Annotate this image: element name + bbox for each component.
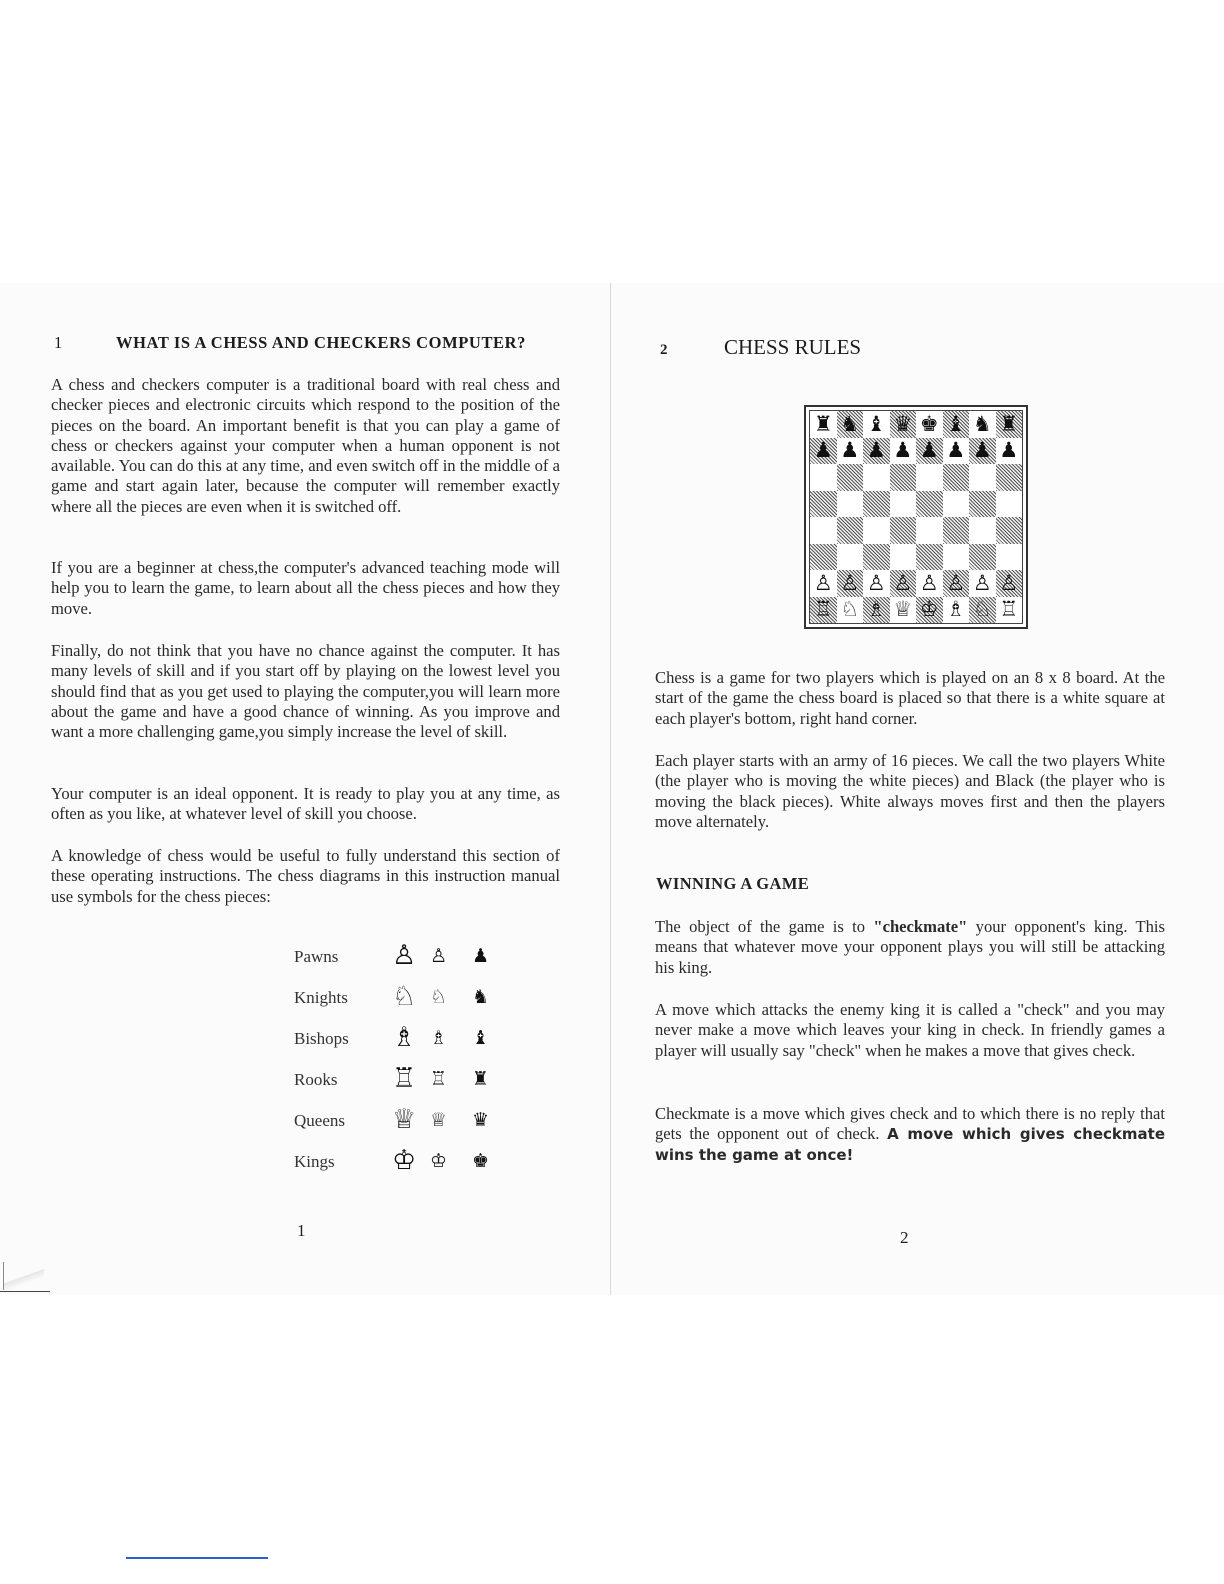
board-square: ♙ [919,570,939,595]
blue-underline-mark [126,1557,268,1559]
board-square [943,464,970,491]
legend-label: Knights [294,988,348,1007]
board-square [996,491,1023,518]
board-square: ♚ [919,411,939,436]
checkmate-wins-note: A move which gives checkmate wins the game at once! [655,1125,1165,1164]
left-paragraph-5: A knowledge of chess would be useful to fully understand this section of these operating instructions. The chess diagrams in this instruction manual use symbols for the chess pieces: [51,846,560,906]
left-paragraph-1: A chess and checkers computer is a traditional board with real chess and checker pieces and electronic circuits which respond to the position of the pieces on the board. An important benefit is that you can play a game of chess or checkers against your computer when a human opponent is not available. You can do this at any time, and even switch off in the middle of a game and start again later, because the computer will remember exactly where all the pieces are even when it is switched off. [51,375,560,516]
chess-board-diagram [804,405,1028,629]
board-square [916,491,943,518]
board-square: ♞ [972,411,992,436]
board-square [863,491,890,518]
board-square: ♗ [863,597,890,624]
pawn-figure-icon: ♙ [392,940,417,971]
board-square [969,517,996,544]
board-square [837,517,864,544]
board-square [890,464,917,491]
board-square [943,544,970,571]
legend-label: Rooks [294,1070,338,1089]
legend-row-rooks [294,1065,514,1106]
black-knight-icon: ♞ [472,986,490,1008]
king-figure-icon: ♔ [392,1145,417,1176]
board-square [969,544,996,571]
black-queen-icon: ♛ [472,1109,490,1131]
winning-p1-text-end: your opponent's king. This means that whatever move your opponent plays you will still be attacking his king. [655,917,1165,977]
knight-figure-icon: ♘ [392,981,417,1012]
board-square [996,464,1023,491]
board-square: ♞ [837,411,864,438]
board-square [863,464,890,491]
board-square [916,517,943,544]
board-square: ♙ [890,570,917,597]
board-square [996,517,1023,544]
board-square [996,544,1023,571]
white-knight-icon: ♘ [430,986,448,1008]
rook-figure-icon: ♖ [392,1063,417,1094]
left-page-number: 1 [297,1221,306,1240]
board-square: ♗ [946,597,966,622]
board-square: ♛ [890,411,917,438]
winning-a-game-heading: WINNING A GAME [656,874,810,893]
left-paragraph-4: Your computer is an ideal opponent. It is ready to play you at any time, as often as you like, at whatever level of skill you choose. [51,784,560,824]
board-square: ♕ [893,597,913,622]
black-rook-icon: ♜ [472,1068,490,1090]
left-section-number: 1 [54,333,63,352]
right-paragraph-2: Each player starts with an army of 16 pieces. We call the two players White (the player who is moving the white pieces) and Black (the player who is moving the black pieces). White always moves first and then the players move alternately. [655,751,1165,831]
board-square: ♘ [840,597,860,622]
winning-p1-text: The object of the game is to [655,917,874,936]
board-square [916,464,943,491]
board-square [810,491,837,518]
left-paragraph-2: If you are a beginner at chess,the computer's advanced teaching mode will help you to learn the game, to learn about all the chess pieces and how they move. [51,558,560,618]
board-square: ♘ [969,597,996,624]
black-bishop-icon: ♝ [472,1027,490,1049]
corner-rule [0,1291,50,1292]
right-section-heading [660,335,861,360]
board-square [810,544,837,571]
board-square: ♝ [866,411,886,436]
board-square: ♟ [969,438,996,465]
board-square [943,491,970,518]
legend-label: Pawns [294,947,339,966]
board-square: ♜ [996,411,1023,438]
board-square [916,544,943,571]
left-section-heading [54,333,526,353]
board-square [863,517,890,544]
board-square: ♟ [999,438,1019,463]
board-square: ♟ [840,438,860,463]
checkmate-term: "checkmate" [873,917,968,936]
left-paragraph-3: Finally, do not think that you have no chance against the computer. It has many levels of skill and if you start off by playing on the lowest level you should find that as you get used to playing the computer,you will learn more about the game and have a good chance of winning. As you improve and want a more challenging game,you simply increase the level of skill. [51,641,560,742]
legend-row-bishops [294,1024,514,1065]
right-section-title: CHESS RULES [724,335,862,359]
board-square [863,544,890,571]
board-square: ♝ [943,411,970,438]
white-king-icon: ♔ [430,1150,448,1172]
board-square: ♙ [866,570,886,595]
legend-row-knights [294,983,514,1024]
board-square: ♙ [837,570,864,597]
board-square: ♟ [893,438,913,463]
board-square [969,491,996,518]
winning-paragraph-2: A move which attacks the enemy king it is called a "check" and you may never make a move which leaves your king in check. In friendly games a player will usually say "check" when he makes a move that gives check. [655,1000,1165,1060]
legend-label: Kings [294,1152,335,1171]
board-square: ♟ [810,438,837,465]
page-corner-fold [3,1262,44,1290]
board-square [810,464,837,491]
black-king-icon: ♚ [472,1150,490,1172]
white-rook-icon: ♖ [430,1068,448,1090]
board-square [890,491,917,518]
chess-board-grid [809,410,1023,624]
legend-row-kings [294,1147,514,1188]
winning-paragraph-1 [655,917,1165,978]
board-square: ♜ [813,411,833,436]
white-queen-icon: ♕ [430,1109,448,1131]
right-section-number: 2 [660,342,668,358]
black-pawn-icon: ♟ [472,945,490,967]
white-bishop-icon: ♗ [430,1027,448,1049]
legend-row-queens [294,1106,514,1147]
board-square: ♟ [916,438,943,465]
board-square: ♙ [813,570,833,595]
board-square: ♟ [946,438,966,463]
board-square: ♖ [999,597,1019,622]
left-section-title: WHAT IS A CHESS AND CHECKERS COMPUTER? [116,333,527,352]
board-square [890,544,917,571]
legend-label: Bishops [294,1029,349,1048]
board-square: ♙ [972,570,992,595]
board-square [969,464,996,491]
board-square [837,544,864,571]
white-pawn-icon: ♙ [430,945,448,967]
bishop-figure-icon: ♗ [392,1022,417,1053]
board-square [943,517,970,544]
right-page-number: 2 [900,1228,909,1247]
board-square [810,517,837,544]
right-paragraph-1: Chess is a game for two players which is played on an 8 x 8 board. At the start of the game the chess board is placed so that there is a white square at each player's bottom, right hand corner. [655,668,1165,728]
winning-paragraph-3 [655,1104,1165,1165]
board-square [837,464,864,491]
board-square [837,491,864,518]
queen-figure-icon: ♕ [392,1104,417,1135]
legend-label: Queens [294,1111,345,1130]
board-square: ♙ [996,570,1023,597]
legend-row-pawns [294,942,514,983]
winning-p3-text: Checkmate is a move which gives check and to which there is no reply that gets the opponent out of check. [655,1104,1165,1144]
board-square: ♔ [916,597,943,624]
board-square: ♖ [810,597,837,624]
board-square: ♙ [943,570,970,597]
board-square [890,517,917,544]
board-square: ♟ [863,438,890,465]
